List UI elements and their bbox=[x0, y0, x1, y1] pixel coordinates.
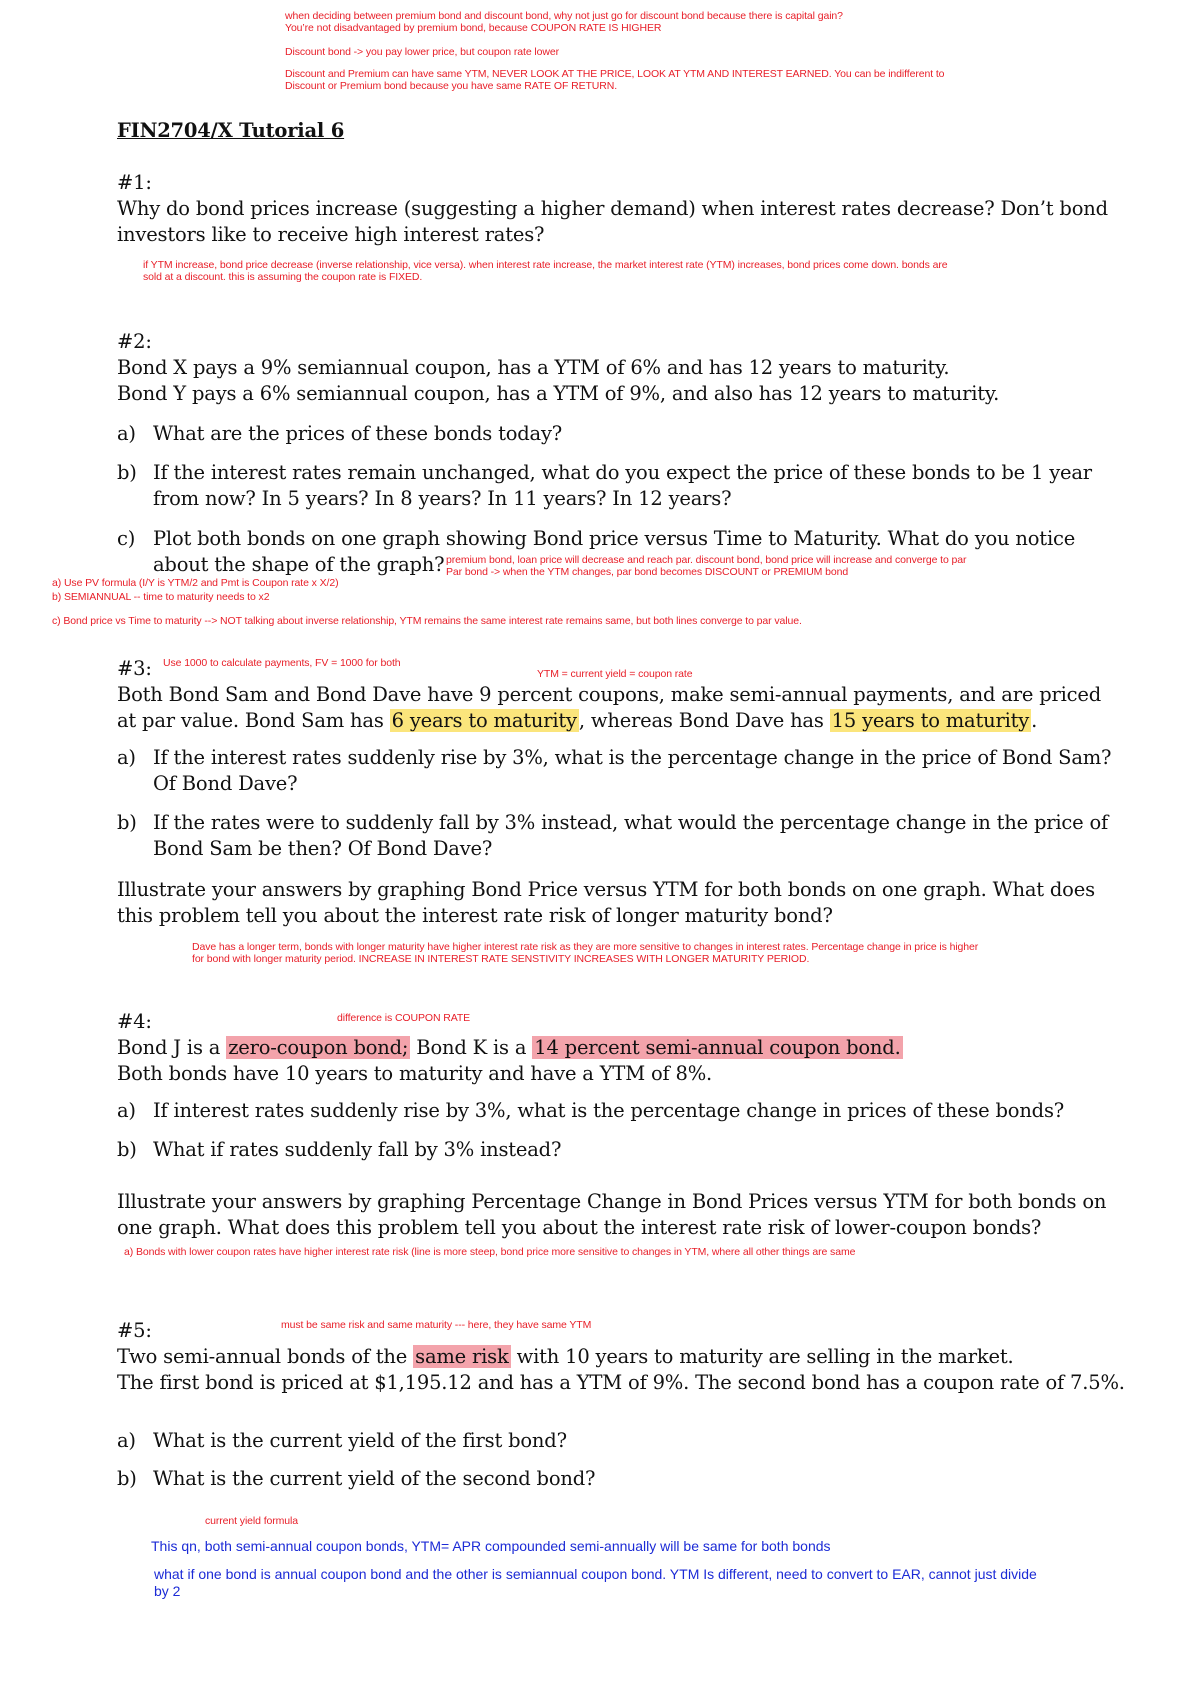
q5-blue-note-1: This qn, both semi-annual coupon bonds, YTM= APR compounded semi-annually will be same for both bonds bbox=[151, 1538, 831, 1554]
highlight-pink: 14 percent semi-annual coupon bond. bbox=[534, 1036, 901, 1059]
text-fragment: , whereas Bond Dave has bbox=[578, 709, 830, 732]
part-text: If the interest rates suddenly rise by 3%, what is the percentage change in the price of Bond Sam? bbox=[153, 746, 1112, 769]
part-label: a) bbox=[117, 1429, 136, 1452]
part-text: What are the prices of these bonds today? bbox=[153, 422, 563, 445]
question-text: this problem tell you about the interest rate risk of longer maturity bond? bbox=[117, 904, 833, 927]
q2c-annotation bbox=[446, 554, 966, 578]
highlight-yellow: 6 years to maturity bbox=[391, 709, 577, 732]
question-3 bbox=[117, 656, 1101, 734]
q4-part-b bbox=[117, 1137, 1117, 1163]
part-text: from now? In 5 years? In 8 years? In 11 years? In 12 years? bbox=[153, 487, 732, 510]
part-label: b) bbox=[117, 1138, 137, 1161]
q3-illustrate bbox=[117, 877, 1095, 929]
question-text-highlighted bbox=[117, 708, 1101, 734]
annotation-line: b) SEMIANNUAL -- time to maturity needs to x2 bbox=[52, 591, 270, 603]
annotation-line: what if one bond is annual coupon bond and the other is semiannual coupon bond. YTM Is different, need to convert to EAR, cannot just divide bbox=[154, 1566, 1037, 1582]
highlight-pink: same risk bbox=[415, 1345, 509, 1368]
part-text: What is the current yield of the first bond? bbox=[153, 1429, 567, 1452]
text-fragment: Bond J is a bbox=[117, 1036, 227, 1059]
part-text: What is the current yield of the second bond? bbox=[153, 1467, 596, 1490]
question-text: The first bond is priced at $1,195.12 and has a YTM of 9%. The second bond has a coupon rate of 7.5%. bbox=[117, 1371, 1125, 1394]
question-text-highlighted bbox=[117, 1035, 903, 1061]
text-fragment: . bbox=[1031, 709, 1038, 732]
annotation-line: a) Use PV formula (I/Y is YTM/2 and Pmt is Coupon rate x X/2) bbox=[52, 577, 339, 589]
question-text: Illustrate your answers by graphing Percentage Change in Bond Prices versus YTM for both bonds on bbox=[117, 1190, 1107, 1213]
q3-part-a bbox=[117, 745, 1117, 797]
question-2 bbox=[117, 329, 999, 407]
page-title: FIN2704/X Tutorial 6 bbox=[117, 119, 345, 142]
question-number: #2: bbox=[117, 330, 152, 353]
q3-annotation bbox=[192, 941, 978, 965]
part-label: a) bbox=[117, 746, 136, 769]
question-text: Why do bond prices increase (suggesting a higher demand) when interest rates decrease? Don’t bond bbox=[117, 197, 1108, 220]
question-number: #4: bbox=[117, 1010, 152, 1033]
question-1 bbox=[117, 170, 1108, 248]
q4-illustrate bbox=[117, 1189, 1106, 1241]
q3-annotation-ytm: YTM = current yield = coupon rate bbox=[537, 668, 693, 680]
question-text: investors like to receive high interest rates? bbox=[117, 223, 545, 246]
q4-part-a bbox=[117, 1098, 1117, 1124]
q2-annotations bbox=[52, 577, 802, 627]
part-label: b) bbox=[117, 461, 137, 484]
part-label: a) bbox=[117, 1099, 136, 1122]
q4-annotation-top: difference is COUPON RATE bbox=[337, 1012, 471, 1024]
question-number: #5: bbox=[117, 1319, 152, 1342]
q5-blue-note-2 bbox=[154, 1566, 1037, 1600]
q1-annotation bbox=[143, 259, 948, 283]
annotation-line: if YTM increase, bond price decrease (inverse relationship, vice versa). when interest rate increase, the market interest rate (YTM) increases, bond prices come down. bonds are bbox=[143, 259, 948, 271]
q5-part-a bbox=[117, 1428, 1117, 1454]
part-text: If interest rates suddenly rise by 3%, what is the percentage change in prices of these bonds? bbox=[153, 1099, 1065, 1122]
question-text: Bond Y pays a 6% semiannual coupon, has a YTM of 9%, and also has 12 years to maturity. bbox=[117, 382, 1000, 405]
part-label: b) bbox=[117, 1467, 137, 1490]
q2-part-b bbox=[117, 460, 1117, 512]
annotation-line: c) Bond price vs Time to maturity --> NOT talking about inverse relationship, YTM remains the same interest rate remains same, but both lines converge to par value. bbox=[52, 615, 802, 627]
part-text: If the rates were to suddenly fall by 3% instead, what would the percentage change in the price of bbox=[153, 811, 1109, 834]
annotation-line: premium bond, loan price will decrease and reach par. discount bond, bond price will increase and converge to par bbox=[446, 554, 967, 566]
part-text: If the interest rates remain unchanged, what do you expect the price of these bonds to be 1 year bbox=[153, 461, 1092, 484]
question-number: #1: bbox=[117, 171, 152, 194]
part-text: Plot both bonds on one graph showing Bond price versus Time to Maturity. What do you notice bbox=[153, 527, 1076, 550]
question-text: Illustrate your answers by graphing Bond Price versus YTM for both bonds on one graph. What does bbox=[117, 878, 1095, 901]
part-text-block bbox=[153, 745, 1111, 797]
q2-part-a bbox=[117, 421, 1117, 447]
part-text-block bbox=[153, 810, 1108, 862]
annotation-line: Par bond -> when the YTM changes, par bond becomes DISCOUNT or PREMIUM bond bbox=[446, 566, 849, 578]
top-notes bbox=[285, 10, 944, 92]
part-text: What if rates suddenly fall by 3% instead? bbox=[153, 1138, 562, 1161]
q5-annotation-formula: current yield formula bbox=[205, 1515, 299, 1527]
q5-part-b bbox=[117, 1466, 1117, 1492]
question-text: Both bonds have 10 years to maturity and have a YTM of 8%. bbox=[117, 1062, 713, 1085]
part-label: c) bbox=[117, 527, 136, 550]
highlight-pink: zero-coupon bond; bbox=[228, 1036, 409, 1059]
top-note-line: You’re not disadvantaged by premium bond, because COUPON RATE IS HIGHER bbox=[285, 22, 662, 34]
question-text: Bond X pays a 9% semiannual coupon, has a YTM of 6% and has 12 years to maturity. bbox=[117, 356, 950, 379]
part-text: about the shape of the graph? bbox=[153, 553, 445, 576]
part-label: b) bbox=[117, 811, 137, 834]
top-note-line: when deciding between premium bond and discount bond, why not just go for discount bond because there is capital gain? bbox=[285, 10, 843, 22]
q4-annotation: a) Bonds with lower coupon rates have higher interest rate risk (line is more steep, bond price more sensitive to changes in YTM, where all other things are same bbox=[124, 1246, 856, 1258]
part-text-block bbox=[153, 460, 1092, 512]
annotation-line: for bond with longer maturity period. INCREASE IN INTEREST RATE SENSTIVITY INCREASES WITH LONGER MATURITY PERIOD. bbox=[192, 953, 810, 965]
question-number: #3: bbox=[117, 657, 152, 680]
q5-annotation-top: must be same risk and same maturity --- here, they have same YTM bbox=[281, 1319, 592, 1331]
annotation-line: Dave has a longer term, bonds with longer maturity have higher interest rate risk as they are more sensitive to changes in interest rates. Percentage change in price is higher bbox=[192, 941, 979, 953]
part-text: Of Bond Dave? bbox=[153, 772, 298, 795]
part-label: a) bbox=[117, 422, 136, 445]
text-fragment: with 10 years to maturity are selling in the market. bbox=[510, 1345, 1014, 1368]
text-fragment: Two semi-annual bonds of the bbox=[117, 1345, 414, 1368]
text-fragment: Bond K is a bbox=[410, 1036, 533, 1059]
top-note-line: Discount and Premium can have same YTM, NEVER LOOK AT THE PRICE, LOOK AT YTM AND INTEREST EARNED. You can be indifferent to bbox=[285, 68, 945, 80]
highlight-yellow: 15 years to maturity bbox=[831, 709, 1030, 732]
part-text: Bond Sam be then? Of Bond Dave? bbox=[153, 837, 493, 860]
text-fragment: at par value. Bond Sam has bbox=[117, 709, 390, 732]
question-4 bbox=[117, 1009, 903, 1087]
q3-part-b bbox=[117, 810, 1117, 862]
question-text-highlighted bbox=[117, 1344, 1125, 1370]
question-5 bbox=[117, 1318, 1125, 1396]
q3-annotation-top: Use 1000 to calculate payments, FV = 1000 for both bbox=[163, 657, 401, 669]
annotation-line: sold at a discount. this is assuming the coupon rate is FIXED. bbox=[143, 271, 423, 283]
top-note-line: Discount or Premium bond because you have same RATE OF RETURN. bbox=[285, 80, 618, 92]
top-note-line: Discount bond -> you pay lower price, but coupon rate lower bbox=[285, 46, 559, 58]
question-text: Both Bond Sam and Bond Dave have 9 percent coupons, make semi-annual payments, and are priced bbox=[117, 683, 1101, 706]
annotation-line: by 2 bbox=[154, 1583, 181, 1599]
question-text: one graph. What does this problem tell you about the interest rate risk of lower-coupon bonds? bbox=[117, 1216, 1042, 1239]
